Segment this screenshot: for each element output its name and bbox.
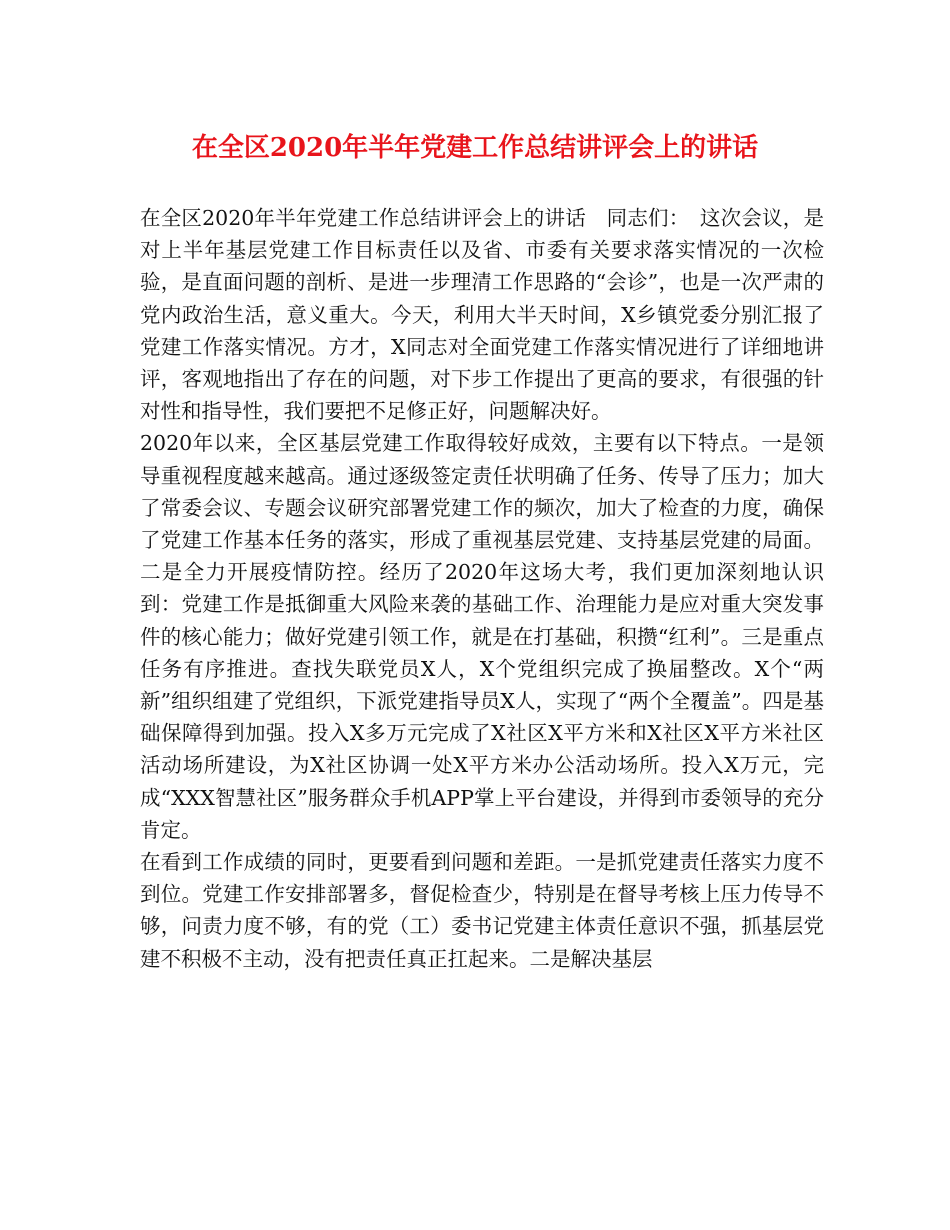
document-title: 在全区2020年半年党建工作总结讲评会上的讲话 bbox=[191, 133, 759, 163]
paragraph-opening: 在全区2020年半年党建工作总结讲评会上的讲话 同志们： 这次会议，是对上半年基层党建工作目标责任以及省、市委有关要求落实情况的一次检验，是直面问题的剖析、是进一步理清工作思路的“会诊”，也是一次严肃的党内政治生活，意义重大。今天，利用大半天时间，X乡镇党委分别汇报了党建工作落实情况。方才，X同志对全面党建工作落实情况进行了详细地讲评，客观地指出了存在的问题，对下步工作提出了更高的要求，有很强的针对性和指导性，我们要把不足修正好，问题解决好。 bbox=[140, 206, 824, 424]
paragraph-problems: 在看到工作成绩的同时，更要看到问题和差距。一是抓党建责任落实力度不到位。党建工作安排部署多，督促检查少，特别是在督导考核上压力传导不够，问责力度不够，有的党（工）委书记党建主体责任意识不强，抓基层党建不积极不主动，没有把责任真正扛起来。二是解决基层 bbox=[140, 850, 824, 971]
paragraph-achievements: 2020年以来，全区基层党建工作取得较好成效，主要有以下特点。一是领导重视程度越来越高。通过逐级签定责任状明确了任务、传导了压力；加大了常委会议、专题会议研究部署党建工作的频次，加大了检查的力度，确保了党建工作基本任务的落实，形成了重视基层党建、支持基层党建的局面。二是全力开展疫情防控。经历了2020年这场大考，我们更加深刻地认识到：党建工作是抵御重大风险来袭的基础工作、治理能力是应对重大突发事件的核心能力；做好党建引领工作，就是在打基础，积攒“红利”。三是重点任务有序推进。查找失联党员X人，X个党组织完成了换届整改。X个“两新”组织组建了党组织，下派党建指导员X人，实现了“两个全覆盖”。四是基础保障得到加强。投入X多万元完成了X社区X平方米和X社区X平方米社区活动场所建设，为X社区协调一处X平方米办公活动场所。投入X万元，完成“XXX智慧社区”服务群众手机APP掌上平台建设，并得到市委领导的充分肯定。 bbox=[140, 431, 824, 842]
document-body bbox=[140, 202, 824, 975]
